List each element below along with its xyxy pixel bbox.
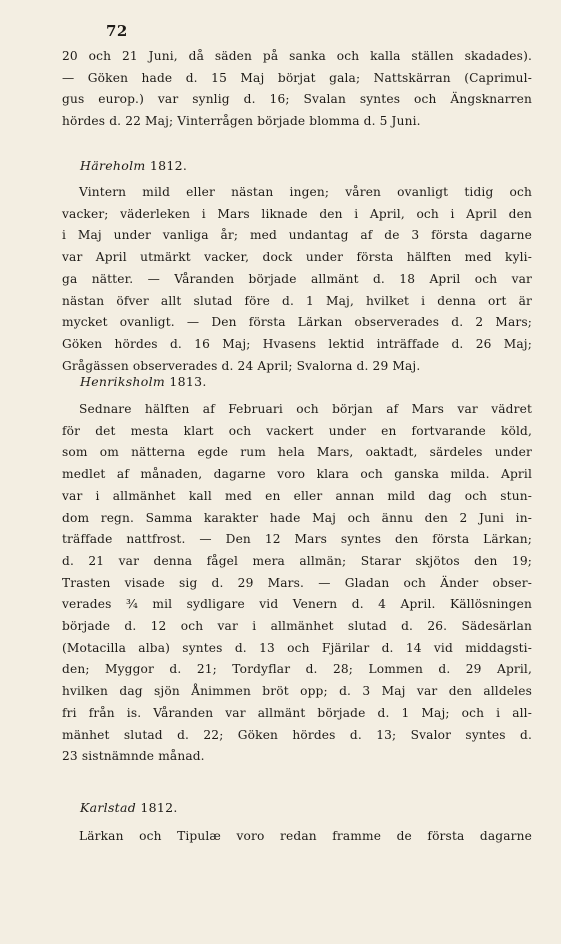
text-line: som om nätterna egde rum hela Mars, oaktadt, särdeles under: [62, 445, 532, 460]
text-line: dom regn. Samma karakter hade Maj och ännu den 2 Juni in-: [62, 510, 532, 525]
text-line: Vintern mild eller nästan ingen; våren ovanligt tidig och: [79, 185, 532, 199]
text-line: var April utmärkt vacker, dock under första hälften med kyli-: [62, 250, 532, 265]
text-line: i Maj under vanliga år; med undantag af de 3 första dagarne: [62, 228, 532, 243]
text-line: träffade nattfrost. — Den 12 Mars syntes den första Lärkan;: [62, 532, 532, 547]
text-line: fri från is. Våranden var allmänt började d. 1 Maj; och i all-: [62, 705, 532, 720]
heading-place: Häreholm: [80, 158, 146, 173]
text-line: ga nätter. — Våranden började allmänt d. 18 April och var: [62, 271, 532, 286]
text-line: var i allmänhet kall med en eller annan mild dag och stun-: [62, 488, 532, 503]
heading-place: Karlstad: [80, 800, 137, 815]
text-line: hvilken dag sjön Ånimmen bröt opp; d. 3 Maj var den alldeles: [62, 684, 532, 699]
text-line: mänhet slutad d. 22; Göken hördes d. 13; Svalor syntes d.: [62, 727, 532, 742]
text-line: gus europ.) var synlig d. 16; Svalan syntes och Ängsknarren: [62, 92, 532, 107]
section-heading: [80, 800, 178, 816]
heading-year: 1812.: [145, 158, 188, 173]
text-line: nästan öfver allt slutad före d. 1 Maj, hvilket i denna ort är: [62, 293, 532, 308]
text-line: mycket ovanligt. — Den första Lärkan observerades d. 2 Mars;: [62, 315, 532, 330]
text-line: Trasten visade sig d. 29 Mars. — Gladan och Änder obser-: [62, 575, 532, 590]
section-heading: [80, 158, 187, 174]
heading-year: 1813.: [165, 374, 207, 389]
page-number: 72: [106, 22, 128, 40]
text-line: — Göken hade d. 15 Maj börjat gala; Nattskärran (Caprimul-: [62, 70, 532, 85]
text-line: för det mesta klart och vackert under en fortvarande köld,: [62, 423, 532, 438]
text-line: (Motacilla alba) syntes d. 13 och Fjärilar d. 14 vid middagsti-: [62, 640, 532, 655]
text-line: Lärkan och Tipulæ voro redan framme de första dagarne: [79, 829, 532, 843]
text-line: medlet af månaden, dagarne voro klara och ganska milda. April: [62, 467, 532, 482]
text-line: vacker; väderleken i Mars liknade den i April, och i April den: [62, 206, 532, 221]
text-line: började d. 12 och var i allmänhet slutad d. 26. Sädesärlan: [62, 619, 532, 633]
text-line: hördes d. 22 Maj; Vinterrågen började blomma d. 5 Juni.: [62, 114, 421, 129]
text-line: Grågässen observerades d. 24 April; Svalorna d. 29 Maj.: [62, 358, 421, 373]
text-line: Sednare hälften af Februari och början af Mars var vädret: [79, 402, 532, 416]
heading-place: Henriksholm: [80, 374, 166, 389]
text-line: d. 21 var denna fågel mera allmän; Starar skjötos den 19;: [62, 553, 532, 568]
text-line: den; Myggor d. 21; Tordyflar d. 28; Lommen d. 29 April,: [62, 662, 532, 677]
text-line: 20 och 21 Juni, då säden på sanka och kalla ställen skadades).: [62, 49, 532, 63]
text-line: Göken hördes d. 16 Maj; Hvasens lektid inträffade d. 26 Maj;: [62, 336, 532, 351]
text-line: 23 sistnämnde månad.: [62, 749, 205, 764]
text-line: verades ¾ mil sydligare vid Venern d. 4 April. Källösningen: [62, 597, 532, 612]
heading-year: 1812.: [136, 800, 178, 815]
section-heading: [80, 374, 207, 390]
